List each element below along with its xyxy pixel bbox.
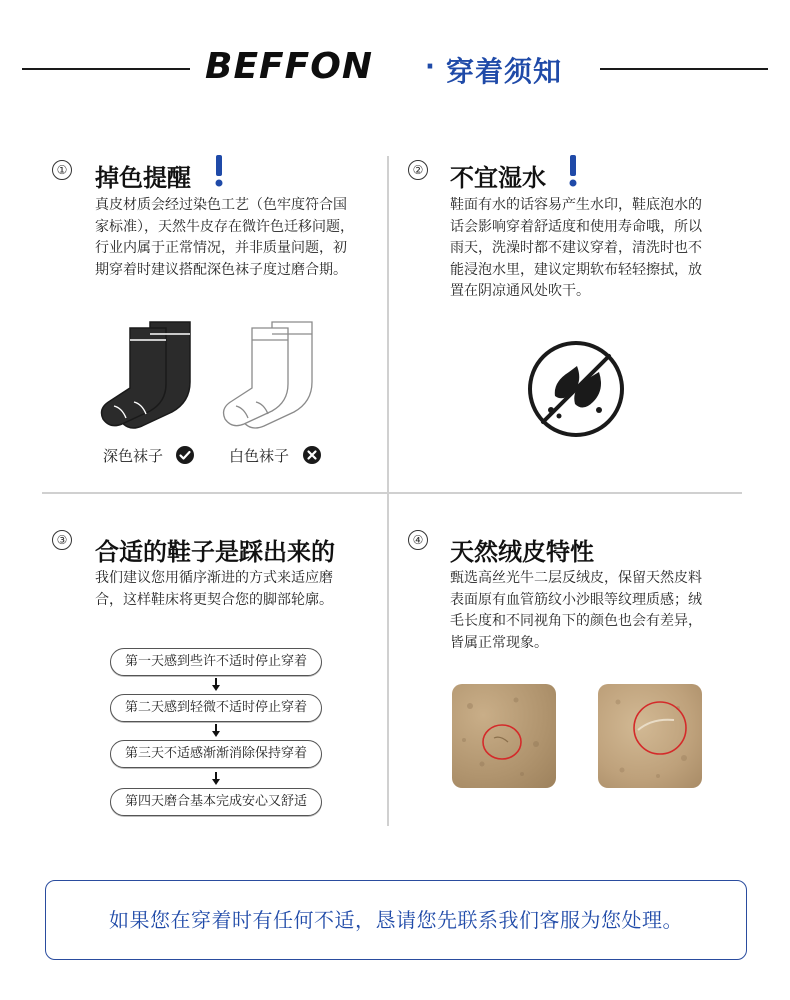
section-number-3: ③ bbox=[52, 530, 72, 550]
section-title-break-in: 合适的鞋子是踩出来的 bbox=[95, 538, 335, 566]
header-dot: · bbox=[425, 52, 435, 82]
section-number-1: ① bbox=[52, 160, 72, 180]
section-body-break-in: 我们建议您用循序渐进的方式来适应磨合，这样鞋床将更契合您的脚部轮廓。 bbox=[95, 570, 333, 608]
section-body-fading: 真皮材质会经过染色工艺（色牢度符合国家标准），天然牛皮存在微许色迁移问题，行业内属于正常情况，并非质量问题，初期穿着时建议搭配深色袜子度过磨合期。 bbox=[95, 197, 354, 278]
step-day-1: 第一天感到些许不适时停止穿着 bbox=[110, 648, 322, 676]
exclamation-icon bbox=[214, 155, 224, 193]
section-body-suede: 甄选高丝光牛二层反绒皮，保留天然皮料表面原有血管筋纹小沙眼等纹理质感；绒毛长度和不同视角下的颜色也会有差异，皆属正常现象。 bbox=[450, 570, 702, 651]
suede-swatch-2 bbox=[598, 684, 702, 788]
section-body-no-water: 鞋面有水的话容易产生水印，鞋底泡水的话会影响穿着舒适度和使用寿命哦，所以雨天，洗澡时都不建议穿着，清洗时也不能浸泡水里，建议定期软布轻轻擦拭，放置在阴凉通风处吹干。 bbox=[450, 197, 702, 299]
section-number-4: ④ bbox=[408, 530, 428, 550]
down-arrow-icon bbox=[212, 678, 220, 692]
suede-swatch-1 bbox=[452, 684, 556, 788]
footer-notice bbox=[45, 880, 747, 960]
vertical-divider bbox=[387, 156, 389, 826]
header-rule-right bbox=[600, 68, 768, 70]
check-circle-icon bbox=[176, 446, 194, 464]
step-day-4: 第四天磨合基本完成安心又舒适 bbox=[110, 788, 322, 816]
dark-sock-icon bbox=[100, 318, 200, 430]
no-water-icon bbox=[525, 338, 627, 440]
step-day-2: 第二天感到轻微不适时停止穿着 bbox=[110, 694, 322, 722]
section-title-suede: 天然绒皮特性 bbox=[450, 538, 594, 566]
step-day-3: 第三天不适感渐渐消除保持穿着 bbox=[110, 740, 322, 768]
down-arrow-icon bbox=[212, 772, 220, 786]
section-title-fading: 掉色提醒 bbox=[95, 164, 191, 192]
white-sock-icon bbox=[222, 318, 322, 430]
footer-notice-text: 如果您在穿着时有任何不适，恳请您先联系我们客服为您处理。 bbox=[109, 908, 683, 932]
x-circle-icon bbox=[303, 446, 321, 464]
horizontal-divider bbox=[42, 492, 742, 494]
brand-logo: BEFFON bbox=[205, 46, 373, 87]
header-rule-left bbox=[22, 68, 190, 70]
page-title: 穿着须知 bbox=[446, 55, 563, 88]
down-arrow-icon bbox=[212, 724, 220, 738]
dark-sock-caption: 深色袜子 bbox=[103, 447, 164, 465]
white-sock-caption: 白色袜子 bbox=[229, 447, 290, 465]
section-title-no-water: 不宜湿水 bbox=[450, 164, 546, 192]
exclamation-icon bbox=[568, 155, 578, 193]
section-number-2: ② bbox=[408, 160, 428, 180]
